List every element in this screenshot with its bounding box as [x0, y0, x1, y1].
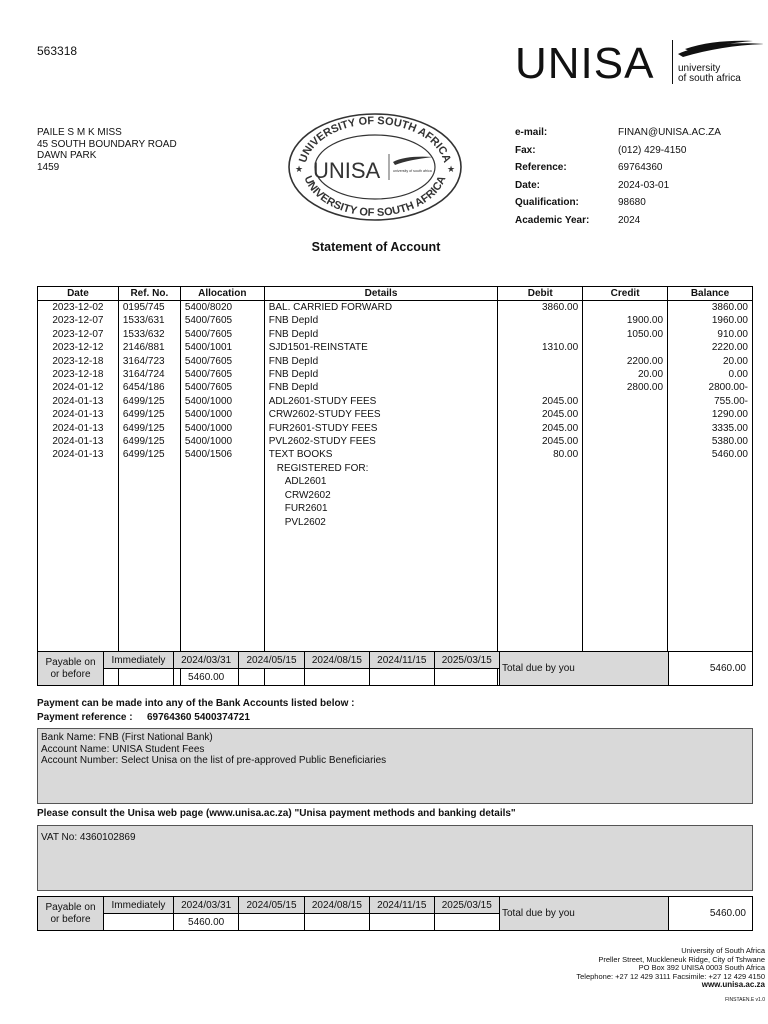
col-header-allocation: Allocation — [180, 287, 264, 301]
empty-cell — [668, 489, 753, 502]
logo-word: UNISA — [515, 39, 655, 88]
empty-cell — [668, 475, 753, 488]
payable-amount — [370, 914, 434, 931]
row-credit — [583, 435, 668, 448]
payable-amount — [304, 669, 369, 686]
payment-ref-label: Payment reference : — [37, 712, 133, 723]
payable-amount — [304, 914, 369, 931]
row-allocation: 5400/7605 — [180, 328, 264, 341]
row-credit — [583, 341, 668, 354]
payment-line: Payment can be made into any of the Bank Accounts listed below : — [37, 698, 355, 709]
row-date: 2023-12-07 — [38, 314, 119, 327]
payable-label-line2: or before — [50, 668, 91, 680]
row-balance: 3335.00 — [668, 422, 753, 435]
payment-ref-value: 69764360 5400374721 — [147, 712, 250, 723]
row-details: FNB DepId — [264, 314, 498, 327]
payable-label — [38, 652, 104, 686]
row-balance: 1960.00 — [668, 314, 753, 327]
total-due-value: 5460.00 — [669, 652, 753, 686]
empty-cell — [180, 462, 264, 475]
empty-cell — [38, 462, 119, 475]
empty-cell — [583, 475, 668, 488]
vat-number: VAT No: 4360102869 — [41, 832, 136, 843]
seal-swoosh-icon — [393, 157, 433, 165]
row-date: 2023-12-18 — [38, 355, 119, 368]
row-allocation: 5400/7605 — [180, 314, 264, 327]
row-balance: 1290.00 — [668, 408, 753, 421]
row-credit: 1050.00 — [583, 328, 668, 341]
table-row — [38, 489, 753, 502]
logo-swoosh-icon — [675, 40, 767, 60]
payable-date: 2024/08/15 — [304, 897, 369, 914]
logo-sub-line1: university — [678, 63, 721, 74]
payable-amount — [434, 914, 499, 931]
table-row — [38, 355, 753, 368]
row-details: FNB DepId — [264, 381, 498, 394]
col-header-balance: Balance — [668, 287, 753, 301]
address-line: 45 SOUTH BOUNDARY ROAD — [37, 138, 177, 150]
seal-word: UNISA — [313, 158, 381, 183]
university-seal — [287, 112, 463, 222]
row-date: 2024-01-13 — [38, 395, 119, 408]
row-details: PVL2602-STUDY FEES — [264, 435, 498, 448]
seal-sub: university of south africa — [393, 169, 432, 173]
row-credit: 1900.00 — [583, 314, 668, 327]
payable-date: 2024/05/15 — [239, 652, 304, 669]
empty-cell — [583, 516, 668, 529]
payable-date: 2024/11/15 — [370, 652, 434, 669]
empty-cell — [38, 489, 119, 502]
account-number: Account Number: Select Unisa on the list of pre-approved Public Beneficiaries — [41, 755, 387, 766]
row-allocation: 5400/8020 — [180, 301, 264, 315]
info-qualification: 98680 — [618, 197, 646, 208]
row-ref: 3164/723 — [118, 355, 180, 368]
payable-amount — [370, 669, 434, 686]
row-balance: 5460.00 — [668, 448, 753, 461]
table-header-row — [38, 287, 753, 301]
col-header-details: Details — [264, 287, 498, 301]
row-balance: 755.00- — [668, 395, 753, 408]
row-details: FNB DepId — [264, 328, 498, 341]
row-date: 2024-01-13 — [38, 408, 119, 421]
registered-for-label: REGISTERED FOR: — [264, 462, 498, 475]
row-ref: 6499/125 — [118, 422, 180, 435]
payable-label-line1: Payable on — [45, 656, 96, 668]
empty-cell — [180, 502, 264, 515]
seal-star-icon: ★ — [295, 164, 304, 174]
info-fax: (012) 429-4150 — [618, 144, 687, 156]
payable-table-slip — [37, 896, 753, 931]
statement-table — [37, 286, 753, 686]
table-row — [38, 408, 753, 421]
row-ref: 6454/186 — [118, 381, 180, 394]
row-ref: 6499/125 — [118, 448, 180, 461]
total-due-label: Total due by you — [500, 652, 669, 686]
row-allocation: 5400/1000 — [180, 422, 264, 435]
info-label: Academic Year: — [515, 214, 590, 226]
row-allocation: 5400/7605 — [180, 381, 264, 394]
row-details: SJD1501-REINSTATE — [264, 341, 498, 354]
empty-cell — [180, 516, 264, 529]
row-details: TEXT BOOKS — [264, 448, 498, 461]
payable-amount — [434, 669, 499, 686]
footer-line: Preller Street, Muckleneuk Ridge, City of Tshwane — [598, 954, 765, 964]
row-details: FUR2601-STUDY FEES — [264, 422, 498, 435]
consult-note: Please consult the Unisa web page (www.unisa.ac.za) "Unisa payment methods and banking details" — [37, 808, 516, 819]
table-row — [38, 448, 753, 461]
bank-details-box — [37, 728, 753, 804]
row-debit: 2045.00 — [498, 408, 583, 421]
registered-module: FUR2601 — [264, 502, 498, 515]
table-row — [38, 395, 753, 408]
row-date: 2023-12-02 — [38, 301, 119, 315]
payable-amount — [239, 669, 304, 686]
col-header-date: Date — [38, 287, 119, 301]
table-row — [38, 435, 753, 448]
address-line: 1459 — [37, 161, 60, 173]
col-header-ref: Ref. No. — [118, 287, 180, 301]
row-debit: 1310.00 — [498, 341, 583, 354]
table-row — [38, 502, 753, 515]
table-row — [38, 314, 753, 327]
payable-table — [37, 651, 753, 686]
table-row — [38, 341, 753, 354]
table-row — [38, 328, 753, 341]
table-row — [38, 475, 753, 488]
empty-cell — [498, 489, 583, 502]
row-balance: 2800.00- — [668, 381, 753, 394]
payable-date: Immediately — [104, 652, 174, 669]
payable-date: 2025/03/15 — [434, 897, 499, 914]
info-label: Fax: — [515, 144, 536, 156]
row-debit — [498, 328, 583, 341]
row-allocation: 5400/1000 — [180, 435, 264, 448]
info-label: e-mail: — [515, 127, 548, 138]
row-debit: 3860.00 — [498, 301, 583, 315]
payable-date: 2024/11/15 — [370, 897, 434, 914]
row-date: 2023-12-18 — [38, 368, 119, 381]
empty-cell — [180, 489, 264, 502]
table-row — [38, 516, 753, 529]
empty-cell — [498, 502, 583, 515]
row-debit — [498, 381, 583, 394]
payable-label-line2: or before — [50, 913, 91, 925]
bank-name: Bank Name: FNB (First National Bank) — [41, 732, 213, 743]
row-credit: 2200.00 — [583, 355, 668, 368]
row-credit: 20.00 — [583, 368, 668, 381]
empty-cell — [38, 516, 119, 529]
seal-text-top: UNIVERSITY OF SOUTH AFRICA — [297, 114, 453, 165]
empty-cell — [498, 516, 583, 529]
payable-label — [38, 897, 104, 931]
empty-cell — [583, 462, 668, 475]
info-email: FINAN@UNISA.AC.ZA — [618, 127, 721, 138]
payable-date: 2024/03/31 — [173, 897, 238, 914]
row-debit — [498, 314, 583, 327]
info-academic-year: 2024 — [618, 214, 641, 226]
row-allocation: 5400/7605 — [180, 368, 264, 381]
row-debit: 2045.00 — [498, 435, 583, 448]
row-allocation: 5400/1000 — [180, 395, 264, 408]
recipient-address — [37, 127, 177, 173]
payment-instructions — [37, 697, 354, 725]
payable-amount: 5460.00 — [173, 669, 238, 686]
info-reference: 69764360 — [618, 162, 663, 173]
row-details: BAL. CARRIED FORWARD — [264, 301, 498, 315]
table-row — [38, 301, 753, 315]
row-date: 2024-01-12 — [38, 381, 119, 394]
row-details: FNB DepId — [264, 368, 498, 381]
table-row — [38, 462, 753, 475]
account-info — [515, 127, 721, 232]
empty-cell — [498, 462, 583, 475]
empty-cell — [668, 502, 753, 515]
row-credit — [583, 408, 668, 421]
row-balance: 2220.00 — [668, 341, 753, 354]
payable-amount: 5460.00 — [173, 914, 238, 931]
info-label: Reference: — [515, 162, 567, 173]
row-allocation: 5400/1001 — [180, 341, 264, 354]
page-title: Statement of Account — [311, 240, 441, 254]
seal-text-bottom: UNIVERSITY OF SOUTH AFRICA — [301, 174, 449, 220]
payable-date: 2024/05/15 — [239, 897, 304, 914]
row-details: CRW2602-STUDY FEES — [264, 408, 498, 421]
row-ref: 1533/631 — [118, 314, 180, 327]
table-row — [38, 368, 753, 381]
empty-cell — [118, 489, 180, 502]
info-date: 2024-03-01 — [618, 179, 670, 191]
row-ref: 0195/745 — [118, 301, 180, 315]
row-credit — [583, 395, 668, 408]
address-line: DAWN PARK — [37, 150, 97, 161]
row-allocation: 5400/7605 — [180, 355, 264, 368]
empty-cell — [118, 475, 180, 488]
unisa-logo — [515, 38, 765, 90]
row-date: 2023-12-07 — [38, 328, 119, 341]
row-debit: 2045.00 — [498, 422, 583, 435]
total-due-label: Total due by you — [500, 897, 669, 931]
table-row — [38, 422, 753, 435]
address-line: PAILE S M K MISS — [37, 127, 122, 138]
payable-amount — [104, 914, 174, 931]
registered-module: CRW2602 — [264, 489, 498, 502]
info-label: Date: — [515, 179, 541, 191]
empty-cell — [498, 475, 583, 488]
row-ref: 2146/881 — [118, 341, 180, 354]
col-header-credit: Credit — [583, 287, 668, 301]
row-details: FNB DepId — [264, 355, 498, 368]
row-ref: 6499/125 — [118, 408, 180, 421]
payable-date: 2025/03/15 — [434, 652, 499, 669]
empty-cell — [38, 502, 119, 515]
row-credit — [583, 301, 668, 315]
footer-line: University of South Africa — [681, 946, 765, 955]
seal-star-icon: ★ — [447, 164, 456, 174]
form-code: FINSTAEN.E v1.0 — [725, 997, 765, 1003]
empty-cell — [118, 462, 180, 475]
vat-box — [37, 825, 753, 891]
payable-date: Immediately — [104, 897, 174, 914]
row-debit — [498, 355, 583, 368]
row-ref: 3164/724 — [118, 368, 180, 381]
row-ref: 6499/125 — [118, 395, 180, 408]
row-balance: 0.00 — [668, 368, 753, 381]
payable-amount — [104, 669, 174, 686]
registered-module: ADL2601 — [264, 475, 498, 488]
total-due-value: 5460.00 — [669, 897, 753, 931]
row-ref: 1533/632 — [118, 328, 180, 341]
empty-cell — [38, 475, 119, 488]
empty-cell — [583, 489, 668, 502]
col-header-debit: Debit — [498, 287, 583, 301]
row-debit: 80.00 — [498, 448, 583, 461]
row-details: ADL2601-STUDY FEES — [264, 395, 498, 408]
empty-cell — [583, 502, 668, 515]
document-id: 563318 — [37, 44, 78, 58]
footer-address — [576, 947, 765, 990]
row-credit: 2800.00 — [583, 381, 668, 394]
row-date: 2023-12-12 — [38, 341, 119, 354]
row-credit — [583, 422, 668, 435]
table-row — [38, 381, 753, 394]
row-date: 2024-01-13 — [38, 422, 119, 435]
logo-sub-line2: of south africa — [678, 73, 741, 84]
row-allocation: 5400/1506 — [180, 448, 264, 461]
logo-divider — [672, 40, 673, 84]
row-date: 2024-01-13 — [38, 448, 119, 461]
row-allocation: 5400/1000 — [180, 408, 264, 421]
row-balance: 910.00 — [668, 328, 753, 341]
info-label: Qualification: — [515, 197, 579, 208]
empty-cell — [118, 516, 180, 529]
row-debit: 2045.00 — [498, 395, 583, 408]
row-date: 2024-01-13 — [38, 435, 119, 448]
account-name: Account Name: UNISA Student Fees — [41, 743, 205, 755]
footer-website-link[interactable]: www.unisa.ac.za — [701, 980, 765, 990]
row-balance: 20.00 — [668, 355, 753, 368]
empty-cell — [668, 462, 753, 475]
row-ref: 6499/125 — [118, 435, 180, 448]
payable-label-line1: Payable on — [45, 901, 96, 913]
payable-amount — [239, 914, 304, 931]
row-debit — [498, 368, 583, 381]
registered-module: PVL2602 — [264, 516, 498, 529]
row-balance: 5380.00 — [668, 435, 753, 448]
footer-line: PO Box 392 UNISA 0003 South Africa — [638, 963, 765, 973]
empty-cell — [118, 502, 180, 515]
logo-subtitle — [678, 64, 741, 84]
row-balance: 3860.00 — [668, 301, 753, 315]
empty-cell — [668, 516, 753, 529]
payable-date: 2024/08/15 — [304, 652, 369, 669]
payable-date: 2024/03/31 — [173, 652, 238, 669]
footer-line: Telephone: +27 12 429 3111 Facsimile: +27 12 429 4150 — [576, 971, 765, 981]
empty-cell — [180, 475, 264, 488]
row-credit — [583, 448, 668, 461]
